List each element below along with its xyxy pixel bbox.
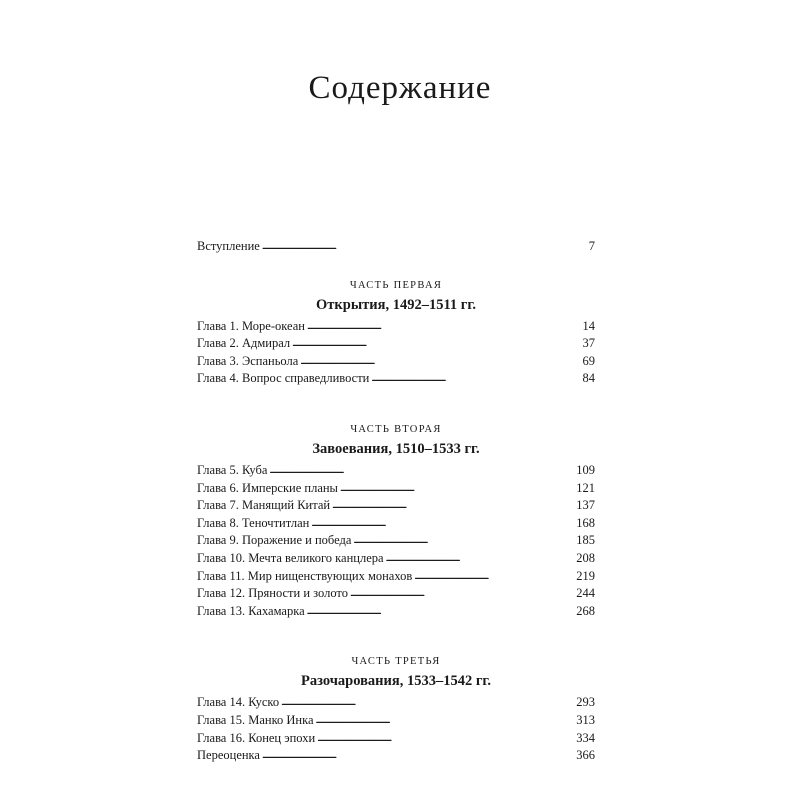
part-title: Завоевания, 1510–1533 гг. — [312, 440, 480, 457]
toc-entry[interactable] — [197, 318, 595, 336]
toc-entry-page: 7 — [588, 239, 595, 253]
toc-entry-label: Глава 11. Мир нищенствующих монахов — [197, 568, 413, 583]
toc-entry-page: 268 — [576, 603, 595, 618]
dot-leader — [371, 369, 580, 388]
toc-entry-page: 219 — [576, 568, 595, 583]
toc-entry-page: 244 — [576, 586, 595, 601]
toc-entry-label: Глава 2. Адмирал — [197, 336, 291, 351]
dot-leader — [307, 317, 581, 336]
toc-entry-label: Переоценка — [197, 748, 260, 763]
part-label: ЧАСТЬ ТРЕТЬЯ — [351, 656, 441, 668]
toc-entry-page: 84 — [582, 371, 595, 386]
toc-part — [197, 654, 595, 764]
dot-leader — [332, 496, 574, 515]
dot-leader — [262, 237, 587, 256]
toc-entry-label: Глава 12. Пряности и золото — [197, 586, 348, 601]
toc-entry-label: Глава 14. Куско — [197, 695, 280, 710]
part-label: ЧАСТЬ ВТОРАЯ — [350, 423, 442, 435]
toc-part — [197, 422, 595, 620]
dot-leader — [353, 531, 574, 550]
toc-entry-label: Глава 4. Вопрос справедливости — [197, 371, 370, 386]
part-title: Разочарования, 1533–1542 гг. — [300, 673, 492, 690]
toc-entry[interactable] — [197, 353, 595, 371]
toc-entry-page: 293 — [576, 695, 595, 710]
page-title: Содержание — [308, 70, 492, 106]
toc-entry-page: 69 — [582, 353, 595, 368]
toc-entry[interactable] — [197, 747, 595, 765]
toc-entry[interactable] — [197, 515, 595, 533]
toc-entry-page: 313 — [576, 712, 595, 727]
toc-entry[interactable] — [197, 603, 595, 621]
toc-entry[interactable] — [197, 585, 595, 603]
dot-leader — [340, 479, 574, 498]
toc-entry[interactable] — [197, 480, 595, 498]
toc-entry[interactable] — [197, 370, 595, 388]
toc-entry[interactable] — [197, 462, 595, 480]
toc-entry-page: 37 — [582, 336, 595, 351]
toc-entry-page: 366 — [576, 748, 595, 763]
toc-entry-intro[interactable] — [197, 238, 595, 256]
dot-leader — [262, 746, 574, 765]
part-title: Открытия, 1492–1511 гг. — [316, 296, 476, 313]
dot-leader — [300, 352, 580, 371]
toc-entry-label: Глава 13. Кахамарка — [197, 603, 305, 618]
toc-entry-page: 334 — [576, 730, 595, 745]
toc-entry-label: Вступление — [197, 239, 260, 253]
toc-entry[interactable] — [197, 694, 595, 712]
dot-leader — [307, 602, 575, 621]
spacer — [197, 256, 595, 258]
toc-entry[interactable] — [197, 568, 595, 586]
toc-entry[interactable] — [197, 712, 595, 730]
dot-leader — [269, 461, 574, 480]
table-of-contents — [197, 238, 595, 765]
toc-entry[interactable] — [197, 335, 595, 353]
toc-part — [197, 278, 595, 388]
dot-leader — [386, 549, 575, 568]
toc-entry-page: 109 — [576, 462, 595, 477]
toc-entry-page: 14 — [582, 318, 595, 333]
toc-entry-label: Глава 16. Конец эпохи — [197, 730, 316, 745]
toc-entry-label: Глава 10. Мечта великого канцлера — [197, 550, 384, 565]
dot-leader — [292, 334, 580, 353]
dot-leader — [316, 711, 575, 730]
toc-entry-label: Глава 6. Имперские планы — [197, 480, 338, 495]
dot-leader — [414, 567, 574, 586]
dot-leader — [311, 514, 574, 533]
toc-entry-label: Глава 5. Куба — [197, 462, 268, 477]
toc-entry-label: Глава 7. Манящий Китай — [197, 498, 331, 513]
part-label: ЧАСТЬ ПЕРВАЯ — [349, 279, 443, 291]
spacer — [197, 620, 595, 634]
dot-leader — [317, 729, 574, 748]
toc-entry[interactable] — [197, 730, 595, 748]
toc-entry[interactable] — [197, 532, 595, 550]
toc-entry-page: 185 — [576, 533, 595, 548]
toc-entry-page: 137 — [576, 498, 595, 513]
toc-entry-label: Глава 9. Поражение и победа — [197, 533, 352, 548]
spacer — [197, 388, 595, 402]
toc-entry-page: 168 — [576, 515, 595, 530]
toc-entry-page: 208 — [576, 550, 595, 565]
toc-entry-label: Глава 3. Эспаньола — [197, 353, 299, 368]
dot-leader — [350, 584, 574, 603]
toc-entry[interactable] — [197, 497, 595, 515]
toc-entry-page: 121 — [576, 480, 595, 495]
toc-entry-label: Глава 8. Теночтитлан — [197, 515, 310, 530]
toc-entry[interactable] — [197, 550, 595, 568]
toc-entry-label: Глава 1. Море-океан — [197, 318, 305, 333]
toc-entry-label: Глава 15. Манко Инка — [197, 712, 314, 727]
dot-leader — [281, 693, 574, 712]
